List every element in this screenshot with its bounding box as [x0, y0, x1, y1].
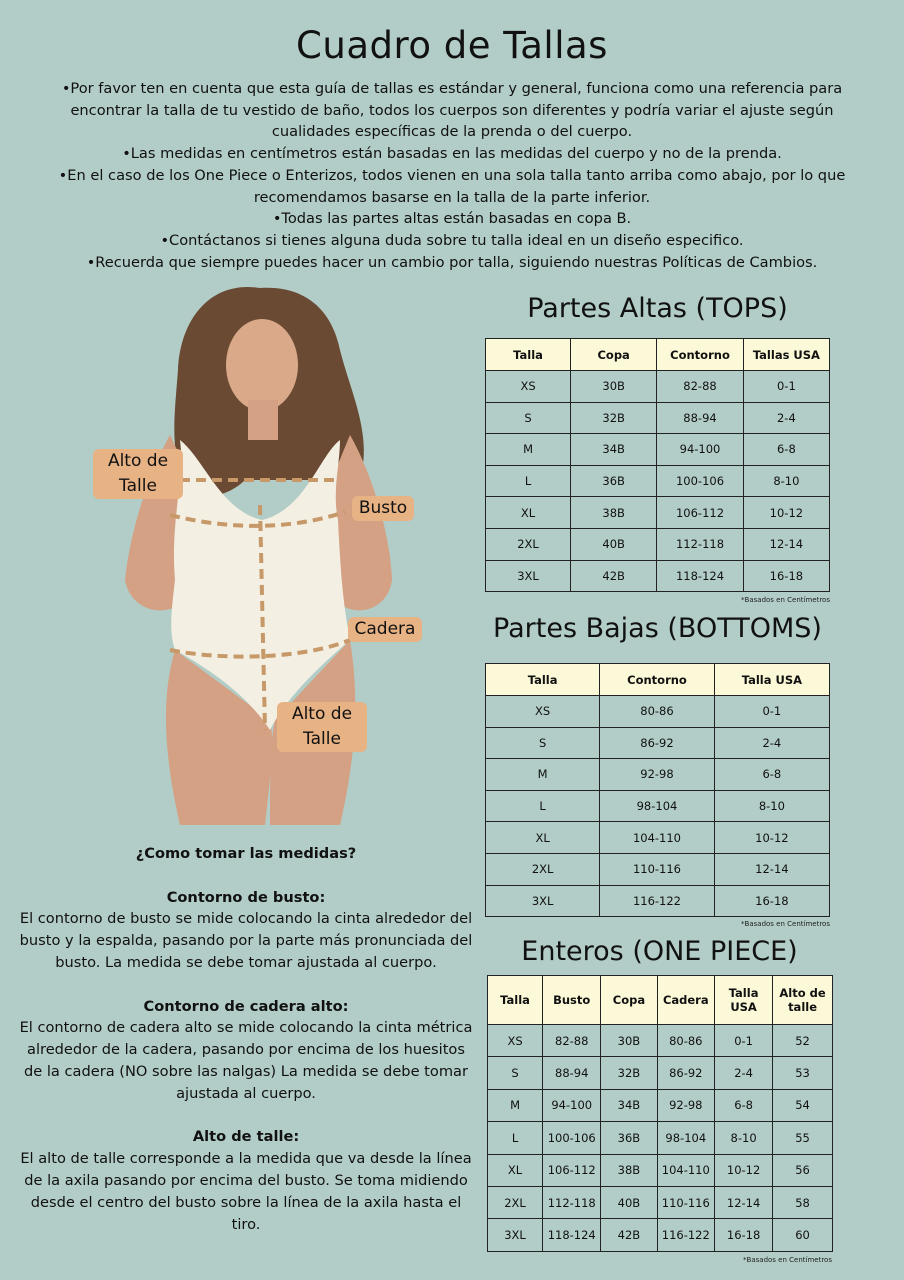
table-cell: M [488, 1089, 543, 1121]
table-cell: 40B [601, 1186, 657, 1218]
table-cell: XS [486, 371, 571, 403]
intro-note: •Contáctanos si tienes alguna duda sobre tu talla ideal en un diseño especifico. [160, 231, 744, 249]
bottoms-footnote: *Basados en Centímetros [741, 920, 830, 928]
table-header-cell: Contorno [600, 664, 715, 696]
measure-question: ¿Como tomar las medidas? [135, 845, 357, 862]
table-cell: 12-14 [743, 528, 829, 560]
table-cell: 58 [773, 1186, 833, 1218]
table-cell: 53 [773, 1057, 833, 1089]
table-cell: 16-18 [715, 1219, 773, 1251]
tops-footnote: *Basados en Centímetros [741, 596, 830, 604]
table-row [486, 371, 830, 403]
table-cell: 60 [773, 1219, 833, 1251]
table-header-cell: Talla USA [715, 976, 773, 1025]
table-cell: 88-94 [543, 1057, 601, 1089]
measure-heading: Contorno de busto: [166, 888, 326, 906]
table-cell: 34B [571, 434, 657, 466]
table-cell: 2-4 [743, 402, 829, 434]
table-cell: 8-10 [743, 465, 829, 497]
table-row [488, 1122, 833, 1154]
measure-text: El contorno de cadera alto se mide colocando la cinta métrica alrededor de la cadera, pasando por encima de los huesitos de la cadera (NO sobre las nalgas) La medida se debe tomar ajustada al cuerpo. [19, 1019, 473, 1102]
measure-heading: Contorno de cadera alto: [143, 997, 349, 1015]
table-row [486, 790, 830, 822]
table-cell: 6-8 [714, 759, 829, 791]
table-row [488, 1057, 833, 1089]
table-cell: L [486, 465, 571, 497]
intro-note: •Recuerda que siempre puedes hacer un cambio por talla, siguiendo nuestras Políticas de Cambios. [86, 253, 818, 271]
table-row [486, 853, 830, 885]
table-cell: XL [486, 497, 571, 529]
table-row [486, 497, 830, 529]
table-cell: 80-86 [600, 696, 715, 728]
table-row [486, 727, 830, 759]
onepiece-table [487, 975, 833, 1252]
tops-table [485, 338, 830, 592]
table-cell: L [486, 790, 600, 822]
table-cell: 2XL [488, 1186, 543, 1218]
intro-note: •Todas las partes altas están basadas en copa B. [272, 210, 632, 228]
bottoms-title: Partes Bajas (BOTTOMS) [493, 613, 822, 644]
table-cell: M [486, 759, 600, 791]
table-cell: 10-12 [714, 822, 829, 854]
table-cell: S [486, 727, 600, 759]
table-cell: 116-122 [657, 1219, 715, 1251]
table-cell: 98-104 [600, 790, 715, 822]
table-cell: 0-1 [715, 1025, 773, 1057]
table-cell: 36B [601, 1122, 657, 1154]
table-cell: 100-106 [657, 465, 744, 497]
table-row [488, 1025, 833, 1057]
table-row [488, 1186, 833, 1218]
table-row [486, 528, 830, 560]
intro-note: •En el caso de los One Piece o Enterizos, todos vienen en una sola talla tanto arriba como abajo, por lo que recomendamos basarse en la talla de la parte inferior. [58, 166, 846, 206]
table-cell: 2XL [486, 853, 600, 885]
table-cell: 12-14 [715, 1186, 773, 1218]
table-cell: 6-8 [743, 434, 829, 466]
table-cell: 86-92 [657, 1057, 715, 1089]
label-busto: Busto [352, 496, 414, 521]
table-cell: 10-12 [743, 497, 829, 529]
table-cell: 54 [773, 1089, 833, 1121]
model-figure [70, 280, 430, 825]
measure-text: El contorno de busto se mide colocando la cinta alrededor del busto y la espalda, pasando por la parte más pronunciada del busto. La medida se debe tomar ajustada al cuerpo. [19, 910, 473, 971]
table-cell: M [486, 434, 571, 466]
table-cell: 94-100 [657, 434, 744, 466]
table-cell: 94-100 [543, 1089, 601, 1121]
table-cell: 88-94 [657, 402, 744, 434]
table-cell: 106-112 [657, 497, 744, 529]
table-cell: 32B [601, 1057, 657, 1089]
table-cell: S [486, 402, 571, 434]
table-cell: 55 [773, 1122, 833, 1154]
table-header-cell: Talla [486, 664, 600, 696]
table-cell: 8-10 [715, 1122, 773, 1154]
table-cell: 2-4 [714, 727, 829, 759]
table-cell: 3XL [488, 1219, 543, 1251]
table-row [486, 465, 830, 497]
table-cell: 112-118 [657, 528, 744, 560]
table-cell: 2XL [486, 528, 571, 560]
table-row [488, 1154, 833, 1186]
table-row [486, 822, 830, 854]
table-cell: 30B [571, 371, 657, 403]
table-cell: 10-12 [715, 1154, 773, 1186]
table-cell: 34B [601, 1089, 657, 1121]
table-cell: 2-4 [715, 1057, 773, 1089]
table-cell: 118-124 [657, 560, 744, 592]
table-cell: 38B [601, 1154, 657, 1186]
table-cell: XL [486, 822, 600, 854]
table-cell: 82-88 [657, 371, 744, 403]
table-cell: 8-10 [714, 790, 829, 822]
table-cell: 38B [571, 497, 657, 529]
table-header-cell: Busto [543, 976, 601, 1025]
table-cell: 12-14 [714, 853, 829, 885]
table-cell: 40B [571, 528, 657, 560]
table-cell: 42B [601, 1219, 657, 1251]
table-header-cell: Cadera [657, 976, 715, 1025]
table-cell: 100-106 [543, 1122, 601, 1154]
table-row [486, 402, 830, 434]
table-cell: XL [488, 1154, 543, 1186]
table-cell: 104-110 [600, 822, 715, 854]
tops-title: Partes Altas (TOPS) [527, 293, 788, 324]
table-cell: 92-98 [657, 1089, 715, 1121]
table-header-cell: Talla [486, 339, 571, 371]
table-cell: 16-18 [714, 885, 829, 917]
table-header-cell: Talla USA [714, 664, 829, 696]
table-cell: 6-8 [715, 1089, 773, 1121]
label-alto-talle-top: Alto de Talle [93, 449, 183, 499]
table-header-cell: Talla [488, 976, 543, 1025]
table-header-cell: Copa [571, 339, 657, 371]
table-row [486, 560, 830, 592]
table-cell: S [488, 1057, 543, 1089]
table-row [488, 1219, 833, 1251]
table-cell: 3XL [486, 885, 600, 917]
table-cell: 112-118 [543, 1186, 601, 1218]
onepiece-footnote: *Basados en Centímetros [743, 1256, 832, 1264]
table-cell: 116-122 [600, 885, 715, 917]
measure-instructions [16, 843, 476, 1235]
table-header-cell: Copa [601, 976, 657, 1025]
table-cell: 92-98 [600, 759, 715, 791]
table-cell: 52 [773, 1025, 833, 1057]
label-alto-talle-bottom: Alto de Talle [277, 702, 367, 752]
intro-notes [50, 78, 854, 273]
table-cell: 110-116 [600, 853, 715, 885]
model-illustration [70, 280, 430, 825]
table-cell: 30B [601, 1025, 657, 1057]
table-cell: 3XL [486, 560, 571, 592]
intro-note: •Por favor ten en cuenta que esta guía de tallas es estándar y general, funciona como una referencia para encontrar la talla de tu vestido de baño, todos los cuerpos son diferentes y podría variar el ajuste según cualidades específicas de la prenda o del cuerpo. [61, 80, 843, 141]
table-row [488, 1089, 833, 1121]
table-row [486, 434, 830, 466]
table-cell: 104-110 [657, 1154, 715, 1186]
table-header-cell: Contorno [657, 339, 744, 371]
intro-note: •Las medidas en centímetros están basadas en las medidas del cuerpo y no de la prenda. [122, 145, 782, 163]
table-cell: 36B [571, 465, 657, 497]
table-header-cell: Alto de talle [773, 976, 833, 1025]
table-cell: 118-124 [543, 1219, 601, 1251]
label-cadera: Cadera [348, 617, 422, 642]
table-cell: 86-92 [600, 727, 715, 759]
onepiece-title: Enteros (ONE PIECE) [521, 936, 798, 967]
page-title: Cuadro de Tallas [296, 24, 608, 67]
bottoms-table [485, 663, 830, 917]
table-cell: XS [486, 696, 600, 728]
table-row [486, 759, 830, 791]
table-cell: L [488, 1122, 543, 1154]
table-cell: 80-86 [657, 1025, 715, 1057]
table-cell: 42B [571, 560, 657, 592]
table-cell: 98-104 [657, 1122, 715, 1154]
table-header-cell: Tallas USA [743, 339, 829, 371]
table-cell: 106-112 [543, 1154, 601, 1186]
table-cell: 32B [571, 402, 657, 434]
table-cell: 56 [773, 1154, 833, 1186]
measure-heading: Alto de talle: [192, 1128, 300, 1146]
table-row [486, 885, 830, 917]
measure-text: El alto de talle corresponde a la medida que va desde la línea de la axila pasando por encima del busto. Se toma midiendo desde el centro del busto sobre la línea de la axila hasta el tiro. [20, 1150, 472, 1233]
table-cell: 16-18 [743, 560, 829, 592]
table-cell: 110-116 [657, 1186, 715, 1218]
table-row [486, 696, 830, 728]
table-cell: XS [488, 1025, 543, 1057]
table-cell: 0-1 [714, 696, 829, 728]
table-cell: 0-1 [743, 371, 829, 403]
table-cell: 82-88 [543, 1025, 601, 1057]
